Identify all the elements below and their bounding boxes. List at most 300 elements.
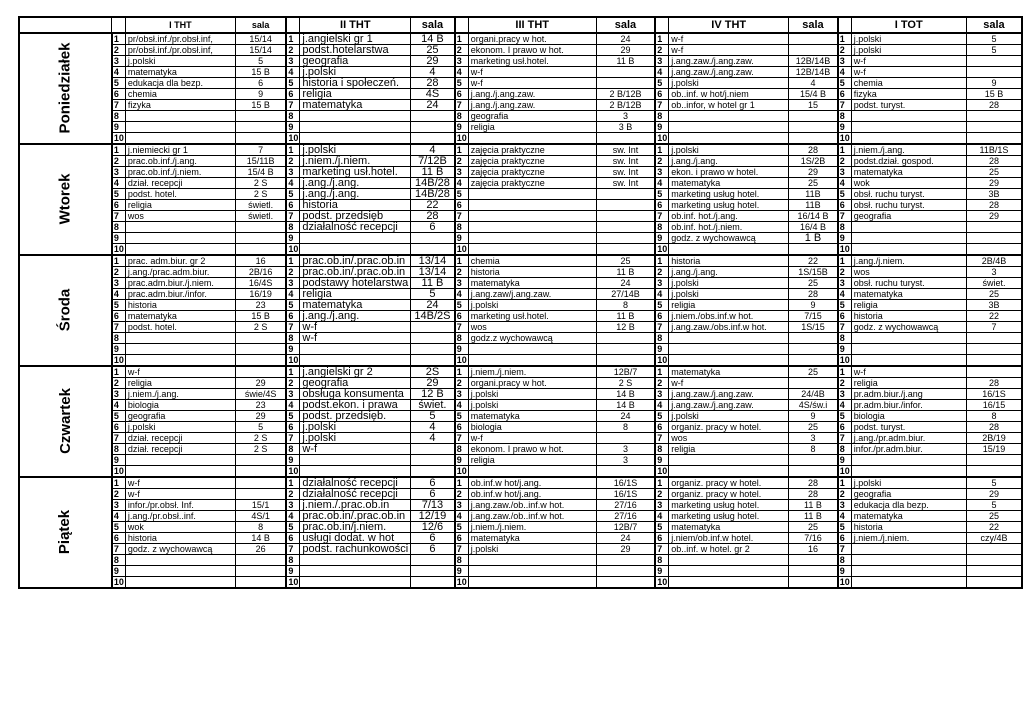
subject-cell: j.niem./j.niem.	[300, 156, 411, 167]
lesson-row	[19, 378, 1022, 389]
subject-cell: obsł. ruchu turyst.	[851, 200, 966, 211]
subject-cell: w-f	[468, 78, 596, 89]
subject-cell: organiz. pracy w hotel.	[669, 422, 789, 433]
room-cell: 28	[966, 422, 1022, 433]
room-cell: 5	[411, 289, 455, 300]
lesson-row	[19, 477, 1022, 489]
room-cell: 9	[966, 78, 1022, 89]
lesson-number: 8	[286, 333, 300, 344]
room-cell: 25	[789, 422, 838, 433]
room-cell: 28	[966, 156, 1022, 167]
room-cell	[789, 122, 838, 133]
lesson-number: 3	[655, 389, 669, 400]
lesson-row	[19, 278, 1022, 289]
lesson-number: 6	[838, 89, 852, 100]
room-cell: 6	[411, 222, 455, 233]
room-cell: 24	[596, 411, 655, 422]
subject-cell: j.ang.zaw./j.ang.zaw.	[669, 56, 789, 67]
lesson-number: 6	[286, 533, 300, 544]
subject-cell: ekon. i prawo w hotel.	[669, 167, 789, 178]
room-cell	[411, 577, 455, 589]
lesson-number: 10	[288, 577, 299, 587]
lesson-number: 9	[838, 566, 852, 577]
subject-cell: prac.ob.inf./j.niem.	[125, 167, 235, 178]
lesson-number: 2	[838, 156, 852, 167]
lesson-number: 7	[655, 544, 669, 555]
room-cell	[596, 133, 655, 145]
header-room: sala	[235, 17, 286, 33]
room-cell: 12/6	[411, 522, 455, 533]
subject-cell: j.niem./j.niem.	[468, 522, 596, 533]
lesson-number: 7	[286, 433, 300, 444]
lesson-number: 2	[838, 45, 852, 56]
lesson-number: 4	[655, 289, 669, 300]
room-cell	[789, 33, 838, 45]
subject-cell	[300, 122, 411, 133]
lesson-number: 4	[655, 400, 669, 411]
room-cell: 29	[966, 178, 1022, 189]
subject-cell: podst.ekon. i prawa	[300, 400, 411, 411]
lesson-number: 5	[838, 411, 852, 422]
lesson-number: 8	[838, 333, 852, 344]
subject-cell: matematyka	[669, 178, 789, 189]
room-cell: 14 B	[596, 400, 655, 411]
subject-cell: godz. z wychowawcą	[125, 544, 235, 555]
subject-cell: religia	[468, 122, 596, 133]
subject-cell	[125, 111, 235, 122]
lesson-row	[19, 511, 1022, 522]
subject-cell: organi.pracy w hot.	[468, 33, 596, 45]
day-name: Środa	[56, 288, 74, 332]
lesson-row	[19, 122, 1022, 133]
subject-cell: historia	[125, 300, 235, 311]
subject-cell: j.ang.zaw./j.ang.zaw.	[669, 389, 789, 400]
lesson-number: 2	[286, 267, 300, 278]
room-cell: 7/15	[789, 311, 838, 322]
room-cell: 25	[966, 289, 1022, 300]
room-cell: 12/19	[411, 511, 455, 522]
subject-cell	[669, 555, 789, 566]
lesson-number: 4	[455, 400, 469, 411]
lesson-row	[19, 111, 1022, 122]
subject-cell: podst. turyst.	[851, 422, 966, 433]
subject-cell: dział. recepcji	[125, 178, 235, 189]
room-cell: 5	[966, 45, 1022, 56]
room-cell: 3 B	[596, 122, 655, 133]
subject-cell: usługi dodat. w hot	[300, 533, 411, 544]
subject-cell: biologia	[851, 411, 966, 422]
header-room: sala	[411, 17, 455, 33]
lesson-number: 8	[838, 222, 852, 233]
room-cell	[966, 566, 1022, 577]
subject-cell	[851, 355, 966, 367]
room-cell	[235, 489, 286, 500]
subject-cell	[468, 222, 596, 233]
header-spacer	[655, 17, 669, 33]
room-cell: 11 B	[596, 56, 655, 67]
subject-cell	[851, 577, 966, 589]
lesson-number: 7	[112, 433, 126, 444]
lesson-number: 5	[655, 411, 669, 422]
room-cell: 29	[235, 378, 286, 389]
lesson-number: 8	[286, 222, 300, 233]
lesson-number: 2	[286, 378, 300, 389]
room-cell: 15/4 B	[789, 89, 838, 100]
lesson-number: 9	[838, 344, 852, 355]
room-cell: 27/16	[596, 511, 655, 522]
subject-cell	[468, 244, 596, 256]
room-cell	[411, 444, 455, 455]
lesson-number: 4	[455, 511, 469, 522]
lesson-number: 5	[112, 411, 126, 422]
subject-cell: obsł. ruchu turyst.	[851, 189, 966, 200]
subject-cell	[125, 455, 235, 466]
subject-cell: j.polski	[468, 400, 596, 411]
room-cell: 23	[235, 300, 286, 311]
room-cell: 8	[596, 300, 655, 311]
subject-cell: wos	[851, 267, 966, 278]
subject-cell: j.ang.zaw./ob..inf.w hot.	[468, 500, 596, 511]
room-cell: 2B/4B	[966, 255, 1022, 267]
subject-cell: geografia	[468, 111, 596, 122]
subject-cell	[300, 244, 411, 256]
subject-cell: j.angielski gr 2	[300, 366, 411, 378]
lesson-row	[19, 489, 1022, 500]
lesson-number: 6	[112, 533, 126, 544]
room-cell: 13/14	[411, 267, 455, 278]
room-cell: 3B	[966, 300, 1022, 311]
subject-cell: religia	[851, 300, 966, 311]
lesson-number: 1	[112, 366, 126, 378]
corner-cell	[19, 17, 112, 33]
lesson-number: 10	[839, 133, 850, 143]
subject-cell: zajęcia praktyczne	[468, 178, 596, 189]
subject-cell: wos	[468, 322, 596, 333]
lesson-number: 2	[838, 267, 852, 278]
subject-cell: prac.ob.in/.prac.ob.in	[300, 511, 411, 522]
room-cell	[235, 122, 286, 133]
room-cell	[411, 122, 455, 133]
lesson-number: 1	[838, 33, 852, 45]
lesson-row	[19, 533, 1022, 544]
subject-cell: fizyka	[125, 100, 235, 111]
lesson-number: 1	[286, 366, 300, 378]
subject-cell	[300, 566, 411, 577]
subject-cell	[468, 211, 596, 222]
lesson-number: 9	[286, 344, 300, 355]
room-cell: 15 B	[235, 67, 286, 78]
lesson-number: 8	[286, 555, 300, 566]
lesson-number: 2	[455, 267, 469, 278]
lesson-number: 3	[838, 167, 852, 178]
lesson-number: 2	[112, 378, 126, 389]
room-cell: 3	[789, 433, 838, 444]
lesson-row	[19, 178, 1022, 189]
subject-cell	[300, 555, 411, 566]
room-cell: 29	[966, 489, 1022, 500]
subject-cell: prac. adm.biur. gr 2	[125, 255, 235, 267]
lesson-number: 1	[112, 255, 126, 267]
subject-cell: historia	[468, 267, 596, 278]
room-cell: 5	[411, 411, 455, 422]
room-cell: 27/16	[596, 500, 655, 511]
room-cell: 12 B	[596, 322, 655, 333]
day-label	[19, 366, 112, 477]
lesson-number: 9	[455, 122, 469, 133]
header-class-2-tht: II THT	[300, 17, 411, 33]
room-cell: świet.	[966, 278, 1022, 289]
subject-cell	[851, 566, 966, 577]
subject-cell: pr/obsł.inf./pr.obsł.inf,	[125, 45, 235, 56]
lesson-number: 1	[838, 366, 852, 378]
room-cell: 25	[966, 167, 1022, 178]
lesson-number: 3	[112, 167, 126, 178]
room-cell: 29	[235, 411, 286, 422]
lesson-number: 10	[113, 355, 124, 365]
lesson-number: 9	[838, 233, 852, 244]
lesson-number: 5	[286, 78, 300, 89]
lesson-number: 10	[657, 133, 668, 143]
room-cell	[596, 355, 655, 367]
lesson-number: 7	[112, 100, 126, 111]
room-cell	[966, 111, 1022, 122]
lesson-number: 1	[112, 144, 126, 156]
room-cell: 29	[966, 211, 1022, 222]
lesson-number: 3	[112, 500, 126, 511]
subject-cell: biologia	[468, 422, 596, 433]
room-cell: 15 B	[235, 311, 286, 322]
room-cell: 15/4 B	[235, 167, 286, 178]
lesson-number: 9	[112, 455, 126, 466]
room-cell	[966, 455, 1022, 466]
lesson-row	[19, 78, 1022, 89]
room-cell: 11 B	[411, 167, 455, 178]
subject-cell: matematyka	[851, 511, 966, 522]
subject-cell: j.ang./prac.adm.biur.	[125, 267, 235, 278]
room-cell: 15 B	[235, 100, 286, 111]
room-cell: 16/14 B	[789, 211, 838, 222]
subject-cell: j.ang.zaw./j.ang.zaw.	[669, 400, 789, 411]
room-cell: 16	[789, 544, 838, 555]
room-cell	[411, 233, 455, 244]
subject-cell	[669, 244, 789, 256]
day-name: Piątek	[56, 509, 74, 555]
header-class-3-tht: III THT	[468, 17, 596, 33]
lesson-number: 3	[455, 500, 469, 511]
subject-cell: podst. przedsięb	[300, 211, 411, 222]
lesson-number: 1	[286, 255, 300, 267]
lesson-number: 1	[455, 477, 469, 489]
lesson-row	[19, 344, 1022, 355]
lesson-number: 2	[286, 156, 300, 167]
subject-cell: matematyka	[669, 522, 789, 533]
header-spacer	[286, 17, 300, 33]
lesson-row	[19, 244, 1022, 256]
room-cell	[235, 344, 286, 355]
subject-cell	[125, 233, 235, 244]
room-cell	[235, 111, 286, 122]
subject-cell: matematyka	[669, 366, 789, 378]
room-cell: 28	[789, 289, 838, 300]
subject-cell: historia i społeczeń.	[300, 78, 411, 89]
subject-cell: ob.inf.w hot/j.ang.	[468, 477, 596, 489]
room-cell	[411, 555, 455, 566]
lesson-number: 6	[455, 533, 469, 544]
subject-cell: ob.inf. hot./j.niem.	[669, 222, 789, 233]
header-class-1-tot: I TOT	[851, 17, 966, 33]
lesson-number: 8	[112, 333, 126, 344]
header-row	[19, 17, 1022, 33]
room-cell: 15 B	[966, 89, 1022, 100]
lesson-number: 4	[112, 67, 126, 78]
lesson-number: 2	[112, 156, 126, 167]
subject-cell: w-f	[300, 333, 411, 344]
lesson-number: 10	[657, 355, 668, 365]
lesson-number: 7	[286, 322, 300, 333]
subject-cell	[300, 466, 411, 478]
lesson-number: 4	[655, 178, 669, 189]
lesson-number: 8	[838, 555, 852, 566]
room-cell: 5	[966, 500, 1022, 511]
room-cell: 28	[966, 378, 1022, 389]
room-cell: 4	[789, 78, 838, 89]
subject-cell: marketing usł.hotel.	[468, 56, 596, 67]
lesson-number: 6	[655, 533, 669, 544]
lesson-number: 1	[455, 255, 469, 267]
subject-cell	[468, 200, 596, 211]
subject-cell	[125, 466, 235, 478]
room-cell: 7	[235, 144, 286, 156]
room-cell: 2B/19	[966, 433, 1022, 444]
lesson-number: 8	[112, 555, 126, 566]
subject-cell: j.niem./j.ang.	[125, 389, 235, 400]
lesson-number: 3	[455, 56, 469, 67]
room-cell: 16/19	[235, 289, 286, 300]
lesson-number: 1	[655, 144, 669, 156]
room-cell: 15/14	[235, 45, 286, 56]
subject-cell: j.polski	[125, 422, 235, 433]
lesson-number: 5	[655, 300, 669, 311]
header-spacer	[838, 17, 852, 33]
subject-cell	[851, 455, 966, 466]
subject-cell: j.polski	[669, 78, 789, 89]
subject-cell	[669, 122, 789, 133]
room-cell: 2 S	[235, 444, 286, 455]
subject-cell	[669, 466, 789, 478]
room-cell: 15/1	[235, 500, 286, 511]
subject-cell	[125, 344, 235, 355]
day-label	[19, 255, 112, 366]
lesson-number: 6	[455, 200, 469, 211]
room-cell	[411, 133, 455, 145]
lesson-number: 1	[112, 33, 126, 45]
subject-cell: j.ang./pr.obsł..inf.	[125, 511, 235, 522]
lesson-row	[19, 222, 1022, 233]
subject-cell	[300, 455, 411, 466]
subject-cell: organi.pracy w hot.	[468, 378, 596, 389]
room-cell	[966, 577, 1022, 589]
room-cell	[235, 455, 286, 466]
lesson-number: 2	[838, 378, 852, 389]
lesson-number: 4	[838, 400, 852, 411]
room-cell	[235, 333, 286, 344]
subject-cell: w-f	[669, 378, 789, 389]
subject-cell: j.niem/ob.inf.w hotel.	[669, 533, 789, 544]
lesson-number: 1	[655, 477, 669, 489]
subject-cell: prac.ob.in/.prac.ob.in	[300, 255, 411, 267]
lesson-number: 6	[838, 422, 852, 433]
lesson-number: 8	[455, 333, 469, 344]
room-cell: 8	[966, 411, 1022, 422]
subject-cell: edukacja dla bezp.	[125, 78, 235, 89]
room-cell	[966, 344, 1022, 355]
room-cell	[411, 111, 455, 122]
room-cell: 4S/św.i	[789, 400, 838, 411]
subject-cell: historia	[851, 522, 966, 533]
subject-cell: podst. hotel.	[125, 322, 235, 333]
lesson-number: 7	[838, 100, 852, 111]
lesson-row	[19, 433, 1022, 444]
room-cell: 29	[789, 167, 838, 178]
lesson-number: 7	[286, 211, 300, 222]
lesson-number: 3	[838, 278, 852, 289]
subject-cell: historia	[669, 255, 789, 267]
subject-cell: j.niem./obs.inf.w hot.	[669, 311, 789, 322]
room-cell	[789, 111, 838, 122]
lesson-number: 10	[456, 355, 467, 365]
room-cell: 25	[966, 511, 1022, 522]
room-cell: 22	[789, 255, 838, 267]
room-cell: 22	[411, 200, 455, 211]
subject-cell: podst. przedsięb.	[300, 411, 411, 422]
subject-cell: wok	[125, 522, 235, 533]
lesson-number: 5	[286, 189, 300, 200]
room-cell	[789, 455, 838, 466]
subject-cell: j.polski	[669, 411, 789, 422]
room-cell	[235, 477, 286, 489]
lesson-row	[19, 156, 1022, 167]
room-cell	[235, 222, 286, 233]
lesson-row	[19, 33, 1022, 45]
lesson-row	[19, 555, 1022, 566]
lesson-number: 5	[838, 522, 852, 533]
lesson-number: 2	[655, 156, 669, 167]
lesson-number: 9	[455, 566, 469, 577]
subject-cell	[669, 577, 789, 589]
room-cell: 25	[789, 522, 838, 533]
lesson-row	[19, 544, 1022, 555]
lesson-row	[19, 355, 1022, 367]
lesson-number: 8	[112, 444, 126, 455]
room-cell: 2 B/12B	[596, 100, 655, 111]
lesson-row	[19, 389, 1022, 400]
room-cell: 12B/14B	[789, 56, 838, 67]
room-cell: 25	[789, 178, 838, 189]
subject-cell: geografia	[300, 56, 411, 67]
lesson-number: 10	[657, 244, 668, 254]
room-cell: 3	[966, 267, 1022, 278]
room-cell	[596, 189, 655, 200]
header-class-4-tht: IV THT	[669, 17, 789, 33]
subject-cell	[851, 466, 966, 478]
room-cell: 14 B	[596, 389, 655, 400]
room-cell	[411, 355, 455, 367]
room-cell	[789, 566, 838, 577]
room-cell: 6	[411, 489, 455, 500]
lesson-number: 3	[112, 278, 126, 289]
lesson-number: 3	[286, 500, 300, 511]
lesson-number: 4	[838, 178, 852, 189]
